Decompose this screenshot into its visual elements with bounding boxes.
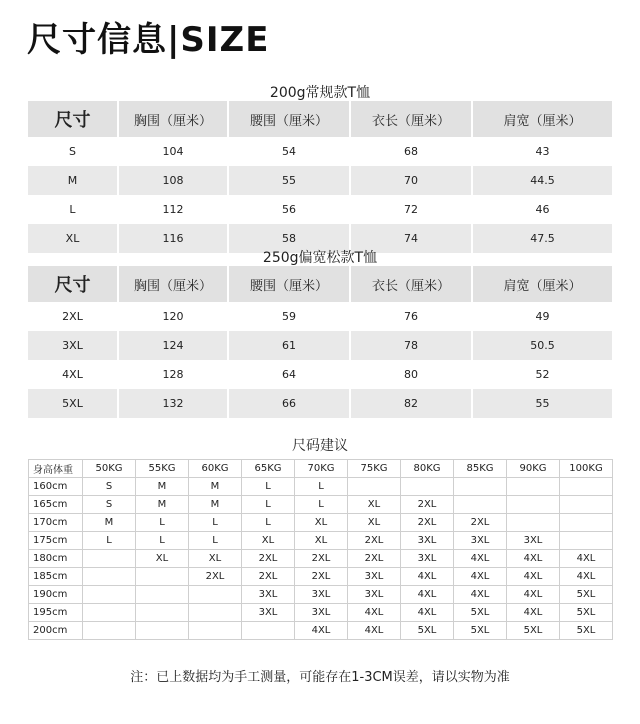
cell: 66 [228,389,350,418]
size-cell: 4XL [454,586,507,604]
table-header-row [28,266,612,302]
table-row [29,550,613,568]
table-row [28,360,612,389]
size-cell: 2XL [454,514,507,532]
size-cell [454,496,507,514]
size-cell: 4XL [348,622,401,640]
cell: L [28,195,118,224]
header-size: 尺寸 [28,266,118,302]
header-weight: 100KG [560,460,613,478]
cell: 43 [472,137,612,166]
header-waist: 腰围（厘米） [228,266,350,302]
header-weight: 85KG [454,460,507,478]
cell: 59 [228,302,350,331]
size-cell: 5XL [560,604,613,622]
size-cell: 4XL [560,550,613,568]
size-cell [83,586,136,604]
size-cell: 3XL [401,550,454,568]
size-cell: 4XL [507,550,560,568]
cell: 116 [118,224,228,253]
cell: 56 [228,195,350,224]
header-weight: 80KG [401,460,454,478]
cell: 47.5 [472,224,612,253]
size-cell: L [189,514,242,532]
size-cell: 4XL [295,622,348,640]
size-cell: L [242,496,295,514]
cell: S [28,137,118,166]
size-cell: XL [189,550,242,568]
size-cell [83,604,136,622]
table1-title: 200g常规款T恤 [269,85,371,101]
cell: XL [28,224,118,253]
cell: 80 [350,360,472,389]
table-header-row [29,460,613,478]
size-cell: XL [242,532,295,550]
table-row [28,389,612,418]
cell: 54 [228,137,350,166]
header-weight: 60KG [189,460,242,478]
table-row [28,331,612,360]
size-cell: 4XL [454,568,507,586]
size-cell: 4XL [507,586,560,604]
row-height: 175cm [29,532,83,550]
cell: 74 [350,224,472,253]
header-length: 衣长（厘米） [350,101,472,137]
header-weight: 65KG [242,460,295,478]
size-cell: M [189,478,242,496]
size-table-regular [28,101,612,253]
size-cell: 3XL [401,532,454,550]
cell: M [28,166,118,195]
size-cell: 4XL [560,568,613,586]
size-cell: 2XL [295,550,348,568]
row-height: 165cm [29,496,83,514]
row-height: 195cm [29,604,83,622]
size-cell: 3XL [454,532,507,550]
table-row [29,568,613,586]
size-cell: 4XL [401,604,454,622]
cell: 55 [228,166,350,195]
size-cell [189,622,242,640]
size-cell: 5XL [454,622,507,640]
size-cell: L [295,478,348,496]
size-cell [560,478,613,496]
page-title: 尺寸信息|SIZE [27,20,270,60]
header-shoulder: 肩宽（厘米） [472,101,612,137]
size-cell: 5XL [454,604,507,622]
size-cell: L [242,514,295,532]
size-cell [348,478,401,496]
table-row [28,166,612,195]
size-cell: 2XL [242,568,295,586]
cell: 82 [350,389,472,418]
size-cell: S [83,478,136,496]
table-row [29,586,613,604]
size-cell: 4XL [507,604,560,622]
size-cell [560,514,613,532]
header-weight: 50KG [83,460,136,478]
size-cell: 2XL [401,514,454,532]
size-cell [401,478,454,496]
table-row [28,137,612,166]
header-shoulder: 肩宽（厘米） [472,266,612,302]
size-cell [560,496,613,514]
cell: 72 [350,195,472,224]
cell: 132 [118,389,228,418]
table-row [29,604,613,622]
cell: 5XL [28,389,118,418]
row-height: 200cm [29,622,83,640]
size-cell [507,496,560,514]
size-cell [189,604,242,622]
table-row [28,302,612,331]
size-cell: M [189,496,242,514]
table-row [29,496,613,514]
size-cell: 3XL [295,604,348,622]
size-cell: 3XL [295,586,348,604]
size-cell: 4XL [401,586,454,604]
cell: 78 [350,331,472,360]
cell: 64 [228,360,350,389]
size-cell: XL [136,550,189,568]
cell: 2XL [28,302,118,331]
size-cell: 2XL [189,568,242,586]
size-cell: 4XL [401,568,454,586]
cell: 68 [350,137,472,166]
cell: 55 [472,389,612,418]
size-cell [454,478,507,496]
size-cell: XL [295,532,348,550]
size-recommendation-table [28,459,613,640]
cell: 4XL [28,360,118,389]
header-length: 衣长（厘米） [350,266,472,302]
cell: 120 [118,302,228,331]
size-cell: 4XL [454,550,507,568]
cell: 76 [350,302,472,331]
cell: 3XL [28,331,118,360]
size-table-loose [28,266,612,418]
cell: 108 [118,166,228,195]
size-cell [189,586,242,604]
size-cell [242,622,295,640]
cell: 61 [228,331,350,360]
size-cell: 5XL [507,622,560,640]
header-weight: 90KG [507,460,560,478]
size-cell: L [189,532,242,550]
cell: 104 [118,137,228,166]
size-cell: L [295,496,348,514]
row-height: 180cm [29,550,83,568]
size-cell: M [83,514,136,532]
row-height: 170cm [29,514,83,532]
size-cell: 5XL [560,586,613,604]
size-cell: 4XL [507,568,560,586]
size-cell: XL [348,514,401,532]
size-cell: L [136,532,189,550]
header-height-weight: 身高体重 [29,460,83,478]
cell: 58 [228,224,350,253]
table-row [29,478,613,496]
size-cell: 3XL [242,586,295,604]
cell: 49 [472,302,612,331]
size-cell: M [136,478,189,496]
row-height: 160cm [29,478,83,496]
size-cell: 2XL [401,496,454,514]
size-cell [83,550,136,568]
size-cell: 5XL [560,622,613,640]
table-row [29,622,613,640]
size-cell [507,514,560,532]
size-cell [136,604,189,622]
cell: 46 [472,195,612,224]
size-cell: 2XL [348,532,401,550]
size-cell: XL [295,514,348,532]
size-cell: 2XL [295,568,348,586]
cell: 124 [118,331,228,360]
size-cell [136,586,189,604]
cell: 52 [472,360,612,389]
table-row [29,514,613,532]
size-cell: 5XL [401,622,454,640]
table-row [28,195,612,224]
size-cell: 3XL [348,586,401,604]
table-header-row [28,101,612,137]
size-cell: XL [348,496,401,514]
size-cell: S [83,496,136,514]
size-cell: 3XL [348,568,401,586]
size-cell [83,568,136,586]
table-row [29,532,613,550]
size-cell [136,568,189,586]
size-cell: 3XL [242,604,295,622]
table2-title: 250g偏宽松款T恤 [262,250,378,266]
size-cell [507,478,560,496]
size-cell: L [83,532,136,550]
header-size: 尺寸 [28,101,118,137]
header-chest: 胸围（厘米） [118,266,228,302]
size-cell [83,622,136,640]
size-cell: 3XL [507,532,560,550]
header-chest: 胸围（厘米） [118,101,228,137]
header-weight: 55KG [136,460,189,478]
cell: 44.5 [472,166,612,195]
recommend-body [29,460,613,640]
size-cell [136,622,189,640]
header-weight: 70KG [295,460,348,478]
header-waist: 腰围（厘米） [228,101,350,137]
recommend-title: 尺码建议 [292,438,348,454]
size-cell: 4XL [348,604,401,622]
row-height: 185cm [29,568,83,586]
measurement-note: 注：已上数据均为手工测量，可能存在1-3CM误差，请以实物为准 [130,670,510,685]
cell: 50.5 [472,331,612,360]
row-height: 190cm [29,586,83,604]
size-cell: L [136,514,189,532]
cell: 112 [118,195,228,224]
size-cell: L [242,478,295,496]
size-cell [560,532,613,550]
size-cell: 2XL [242,550,295,568]
size-cell: 2XL [348,550,401,568]
header-weight: 75KG [348,460,401,478]
cell: 128 [118,360,228,389]
cell: 70 [350,166,472,195]
size-cell: M [136,496,189,514]
